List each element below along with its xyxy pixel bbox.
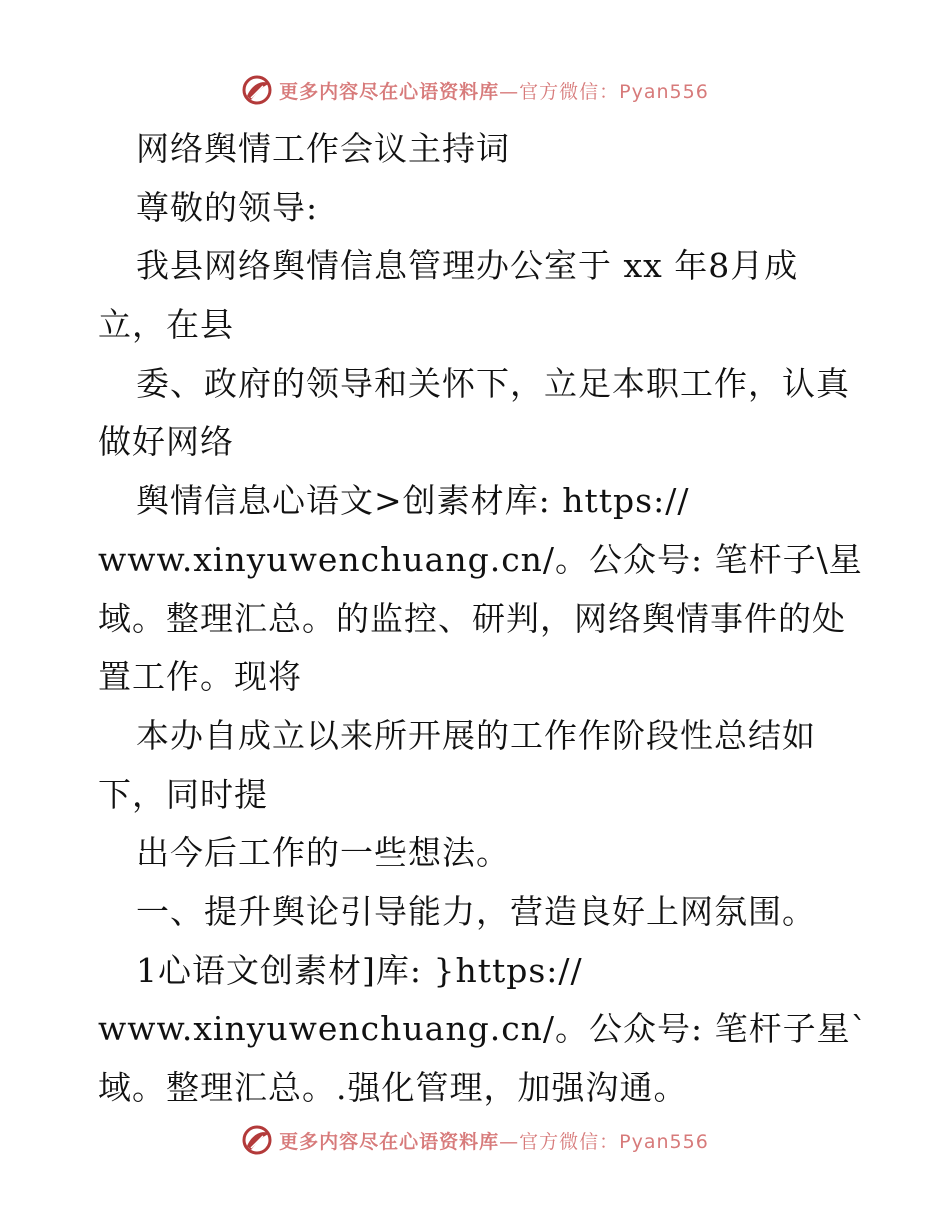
paragraph-line: 1心语文创素材]库: }https:// (136, 950, 583, 990)
paragraph-line: 域。整理汇总。的监控、研判，网络舆情事件的处 (98, 598, 846, 638)
paragraph-line: 出今后工作的一些想法。 (136, 833, 510, 873)
paragraph-line: www.xinyuwenchuang.cn/。公众号: 笔杆子\星 (98, 539, 863, 579)
paragraph-line: 下，同时提 (98, 774, 268, 814)
footer-banner-bold: 更多内容尽在心语资料库 (279, 1130, 500, 1153)
leaf-logo-icon (241, 74, 273, 106)
paragraph-line: 置工作。现将 (98, 657, 302, 697)
paragraph-line: 我县网络舆情信息管理办公室于 xx 年8月成 (136, 246, 799, 286)
paragraph-line: 立，在县 (98, 305, 234, 345)
salutation: 尊敬的领导: (136, 187, 319, 227)
header-banner (0, 70, 950, 110)
footer-banner-rest: —官方微信：Pyan556 (499, 1130, 709, 1153)
doc-title: 网络舆情工作会议主持词 (136, 129, 510, 168)
header-banner-rest: —官方微信：Pyan556 (499, 80, 709, 103)
section-heading: 一、提升舆论引导能力，营造良好上网氛围。 (136, 891, 816, 931)
paragraph-line: 委、政府的领导和关怀下，立足本职工作，认真 (136, 363, 850, 403)
header-banner-text (279, 77, 709, 104)
header-banner-bold: 更多内容尽在心语资料库 (279, 80, 500, 103)
leaf-logo-icon (241, 1124, 273, 1156)
paragraph-line: 域。整理汇总。.强化管理，加强沟通。 (98, 1068, 688, 1107)
paragraph-line: www.xinyuwenchuang.cn/。公众号: 笔杆子星` (98, 1009, 869, 1049)
footer-banner (0, 1120, 950, 1160)
paragraph-line: 舆情信息心语文>创素材库: https:// (136, 481, 690, 521)
paragraph-line: 本办自成立以来所开展的工作作阶段性总结如 (136, 715, 816, 755)
paragraph-line: 做好网络 (98, 422, 234, 462)
document-body (98, 120, 878, 1118)
footer-banner-text (279, 1127, 709, 1154)
